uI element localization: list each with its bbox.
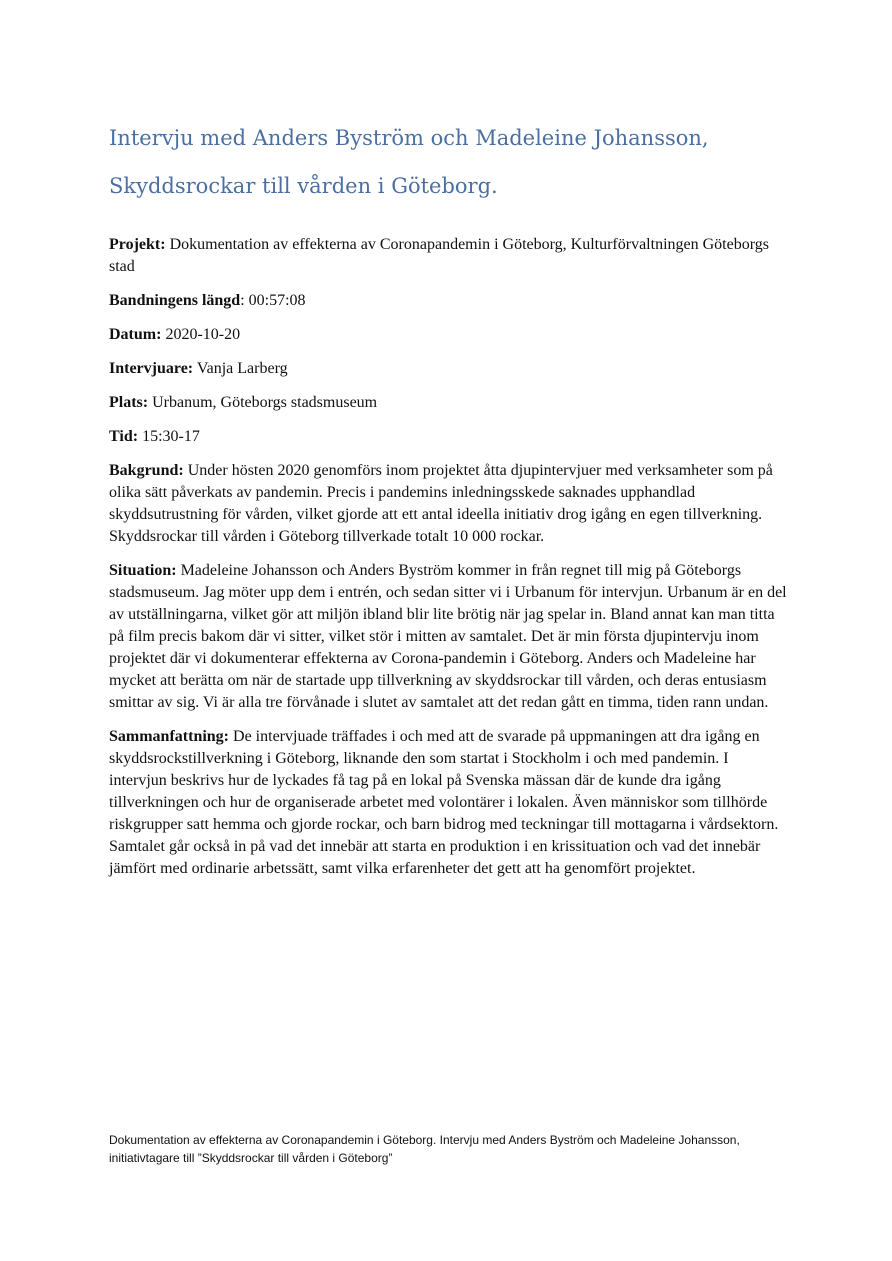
- field-value: Dokumentation av effekterna av Coronapandemin i Göteborg, Kulturförvaltningen Göteborgs stad: [109, 236, 769, 275]
- field-sammanfattning: [109, 726, 789, 880]
- field-value: 2020-10-20: [161, 326, 241, 343]
- field-bakgrund: [109, 460, 789, 548]
- field-label: Plats:: [109, 394, 149, 411]
- field-value: : 00:57:08: [240, 292, 306, 309]
- page-footer: [109, 1131, 789, 1167]
- field-value: Vanja Larberg: [193, 360, 288, 377]
- field-label: Bakgrund:: [109, 462, 184, 479]
- field-projekt: [109, 234, 789, 278]
- field-tid: [109, 426, 789, 448]
- field-label: Projekt:: [109, 236, 166, 253]
- footer-line-1: Dokumentation av effekterna av Coronapandemin i Göteborg. Intervju med Anders Byström och Madeleine Johansson,: [109, 1133, 740, 1147]
- field-label: Bandningens längd: [109, 292, 241, 309]
- field-value: Under hösten 2020 genomförs inom projektet åtta djupintervjuer med verksamheter som på olika sätt påverkats av pandemin. Precis i pandemins inledningsskede saknades upphandlad skyddsutrustning för vården, vilket gjorde att ett antal ideella initiativ drog igång en egen tillverkning. Skyddsrockar till vården i Göteborg tillverkade totalt 10 000 rockar.: [109, 462, 773, 545]
- field-intervjuare: [109, 358, 789, 380]
- field-plats: [109, 392, 789, 414]
- document-title-line-1: Intervju med Anders Byström och Madeleine Johansson,: [109, 126, 709, 150]
- field-bandningens-langd: [109, 290, 789, 312]
- field-label: Intervjuare:: [109, 360, 194, 377]
- field-situation: [109, 560, 789, 714]
- field-label: Situation:: [109, 562, 177, 579]
- document-body: [109, 234, 789, 892]
- footer-line-2: initiativtagare till ”Skyddsrockar till vården i Göteborg”: [109, 1151, 393, 1165]
- field-value: 15:30-17: [138, 428, 200, 445]
- field-datum: [109, 324, 789, 346]
- document-title-line-2: Skyddsrockar till vården i Göteborg.: [109, 174, 498, 198]
- field-label: Datum:: [109, 326, 162, 343]
- field-value: Urbanum, Göteborgs stadsmuseum: [148, 394, 378, 411]
- field-label: Sammanfattning:: [109, 728, 230, 745]
- field-value: De intervjuade träffades i och med att de svarade på uppmaningen att dra igång en skyddsrockstillverkning i Göteborg, liknande den som startat i Stockholm i och med pandemin. I intervjun beskrivs hur de lyckades få tag på en lokal på Svenska mässan där de kunde dra igång tillverkningen och hur de organiserade arbetet med volontärer i lokalen. Även människor som tillhörde riskgrupper satt hemma och gjorde rockar, och barn bidrog med teckningar till mottagarna i vårdsektorn. Samtalet går också in på vad det innebär att starta en produktion i en krissituation och vad det innebär jämfört med ordinarie arbetssätt, samt vilka erfarenheter det gett att ha genomfört projektet.: [109, 728, 779, 877]
- field-value: Madeleine Johansson och Anders Byström kommer in från regnet till mig på Göteborgs stadsmuseum. Jag möter upp dem i entrén, och sedan sitter vi i Urbanum för intervjun. Urbanum är en del av utställningarna, vilket gör att miljön ibland blir lite brötig när jag spelar in. Bland annat kan man titta på film precis bakom där vi sitter, vilket stör i mitten av samtalet. Det är min första djupintervju inom projektet där vi dokumenterar effekterna av Corona-pandemin i Göteborg. Anders och Madeleine har mycket att berätta om när de startade upp tillverkning av skyddsrockar till vården, och deras entusiasm smittar av sig. Vi är alla tre förvånade i slutet av samtalet att det redan gått en timma, tiden rann undan.: [109, 562, 787, 711]
- field-label: Tid:: [109, 428, 139, 445]
